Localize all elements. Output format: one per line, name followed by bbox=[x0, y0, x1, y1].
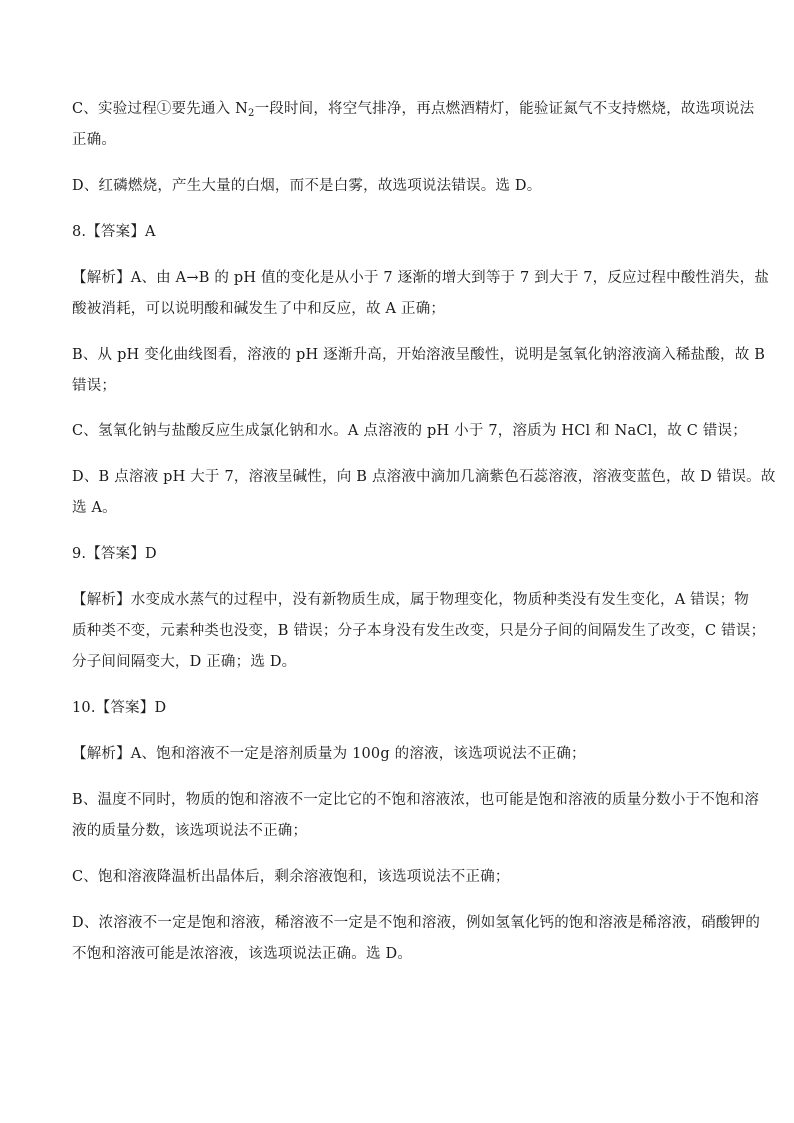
text-line: 错误； bbox=[72, 378, 117, 394]
text-line: C、饱和溶液降温析出晶体后，剩余溶液饱和，该选项说法不正确； bbox=[72, 869, 510, 885]
text-line: 质种类不变，元素种类也没变，B 错误；分子本身没有发生改变，只是分子间的间隔发生了改变，C 错误； bbox=[72, 623, 766, 639]
text-line: D、红磷燃烧，产生大量的白烟，而不是白雾，故选项说法错误。选 D。 bbox=[72, 178, 542, 194]
analysis-10-d bbox=[72, 908, 761, 970]
text-line: 不饱和溶液可能是浓溶液，该选项说法正确。选 D。 bbox=[72, 946, 413, 962]
text-line: C、氢氧化钠与盐酸反应生成氯化钠和水。A 点溶液的 pH 小于 7，溶质为 HCl 和 NaCl，故 C 错误； bbox=[72, 423, 747, 439]
text-line: 分子间间隔变大，D 正确；选 D。 bbox=[72, 654, 297, 670]
analysis-8-a bbox=[72, 263, 770, 325]
text-line: 10.【答案】D bbox=[72, 700, 167, 716]
text-line: 正确。 bbox=[72, 132, 117, 148]
text-segment: C、实验过程①要先通入 N bbox=[72, 101, 248, 117]
text-line: 【解析】A、由 A→B 的 pH 值的变化是从小于 7 逐渐的增大到等于 7 到大于 7，反应过程中酸性消失，盐 bbox=[72, 270, 770, 286]
text-line: 8.【答案】A bbox=[72, 224, 156, 240]
analysis-8-c bbox=[72, 416, 747, 447]
subscript: 2 bbox=[248, 108, 255, 119]
answer-9 bbox=[72, 539, 732, 570]
answer-10 bbox=[72, 693, 732, 724]
paragraph-7c bbox=[72, 94, 755, 156]
analysis-8-d bbox=[72, 462, 776, 524]
text-line: 液的质量分数，该选项说法不正确； bbox=[72, 823, 308, 839]
paragraph-7d bbox=[72, 171, 732, 202]
text-line: 9.【答案】D bbox=[72, 546, 157, 562]
answer-8 bbox=[72, 217, 732, 248]
text-segment: 一段时间，将空气排净，再点燃酒精灯，能验证氮气不支持燃烧，故选项说法 bbox=[254, 101, 755, 117]
text-line: 酸被消耗，可以说明酸和碱发生了中和反应，故 A 正确； bbox=[72, 301, 446, 317]
text-line: B、温度不同时，物质的饱和溶液不一定比它的不饱和溶液浓，也可能是饱和溶液的质量分数小于不饱和溶 bbox=[72, 792, 760, 808]
text-line: D、浓溶液不一定是饱和溶液，稀溶液不一定是不饱和溶液，例如氢氧化钙的饱和溶液是稀溶液，硝酸钾的 bbox=[72, 915, 761, 931]
analysis-8-b bbox=[72, 340, 766, 402]
analysis-9 bbox=[72, 585, 766, 678]
analysis-10-c bbox=[72, 862, 732, 893]
text-line bbox=[72, 94, 755, 125]
text-line: D、B 点溶液 pH 大于 7，溶液呈碱性，向 B 点溶液中滴加几滴紫色石蕊溶液，溶液变蓝色，故 D 错误。故 bbox=[72, 469, 776, 485]
text-line: 选 A。 bbox=[72, 500, 117, 516]
text-line: B、从 pH 变化曲线图看，溶液的 pH 逐渐升高，开始溶液呈酸性，说明是氢氧化钠溶液滴入稀盐酸，故 B bbox=[72, 347, 766, 363]
analysis-10-a bbox=[72, 739, 732, 770]
text-line: 【解析】A、饱和溶液不一定是溶剂质量为 100g 的溶液，该选项说法不正确； bbox=[72, 746, 586, 762]
text-line: 【解析】水变成水蒸气的过程中，没有新物质生成，属于物理变化，物质种类没有发生变化，A 错误；物 bbox=[72, 592, 749, 608]
analysis-10-b bbox=[72, 785, 760, 847]
